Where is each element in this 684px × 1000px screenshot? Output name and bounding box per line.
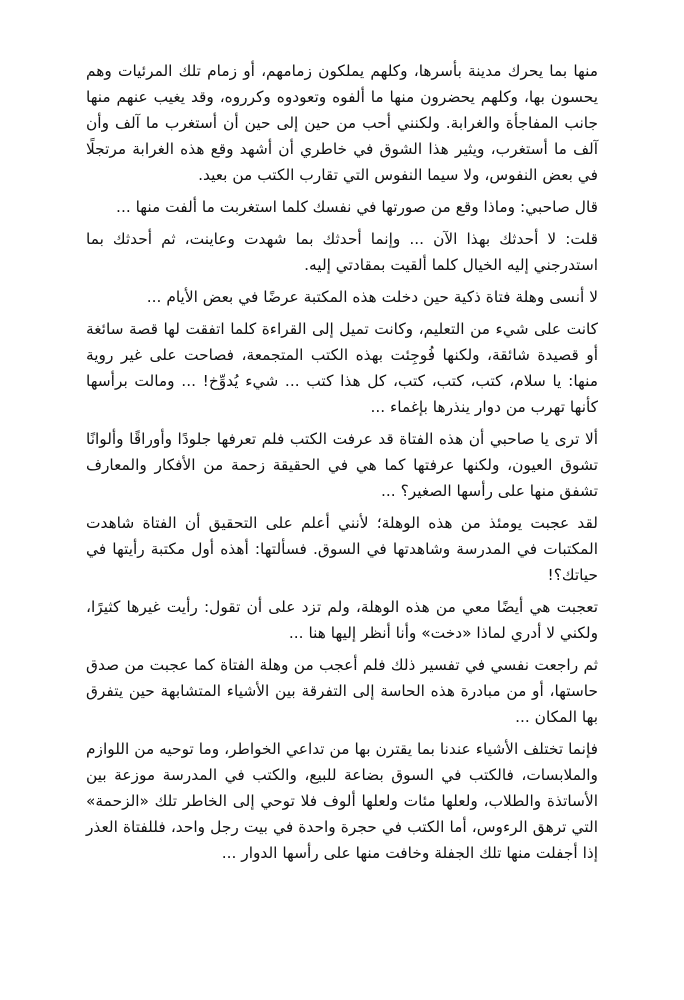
paragraph-6: ألا ترى يا صاحبي أن هذه الفتاة قد عرفت الكتب فلم تعرفها جلودًا وأوراقًا وألوانًا تشوق العيون، ولكنها عرفتها كما هي في الحقيقة زحمة من الأفكار والمعارف تشفق منها على رأسها الصغير؟ ... [86,430,598,500]
paragraph-8: تعجبت هي أيضًا معي من هذه الوهلة، ولم تزد على أن تقول: رأيت غيرها كثيرًا، ولكني لا أدري لماذا «دخت» وأنا أنظر إليها هنا ... [86,598,598,642]
paragraph-1: منها بما يحرك مدينة بأسرها، وكلهم يملكون زمامهم، أو زمام تلك المرئيات وهم يحسون بها، وكلهم يحضرون منها ما ألفوه وتعودوه وكرروه، وقد يغيب عنهم منها جانب المفاجأة والغرابة. ولكنني أحب من حين إلى حين أن أستغرب ما آلف وأن آلف ما أستغرب، ويثير هذا الشوق في خاطري أن أشهد وقع هذه الغرابة مرتجلًا في بعض النفوس، ولا سيما النفوس التي تقارب الكتب من بعيد. [86,62,598,184]
paragraph-10: فإنما تختلف الأشياء عندنا بما يقترن بها من تداعي الخواطر، وما توحيه من اللوازم والملابسات، فالكتب في السوق بضاعة للبيع، والكتب في المدرسة موزعة بين الأساتذة والطلاب، ولعلها مئات ولعلها ألوف فلا توحي إلى الخاطر تلك «الزحمة» التي ترهق الرءوس، أما الكتب في حجرة واحدة في بيت رجل واحد، فللفتاة العذر إذا أجفلت منها تلك الجفلة وخافت منها على رأسها الدوار ... [86,740,598,862]
paragraph-9: ثم راجعت نفسي في تفسير ذلك فلم أعجب من وهلة الفتاة كما عجبت من صدق حاستها، أو من مبادرة هذه الحاسة إلى التفرقة بين الأشياء المتشابهة حين يتفرق بها المكان ... [86,656,598,726]
paragraph-5: كانت على شيء من التعليم، وكانت تميل إلى القراءة كلما اتفقت لها قصة سائغة أو قصيدة شائقة، ولكنها فُوجِئت بهذه الكتب المتجمعة، فصاحت على غير روية منها: يا سلام، كتب، كتب، كتب، كل هذا كتب ... شيء يُدوِّخ! ... ومالت برأسها كأنها تهرب من دوار ينذرها بإغماء ... [86,320,598,416]
paragraph-4: لا أنسى وهلة فتاة ذكية حين دخلت هذه المكتبة عرضًا في بعض الأيام ... [146,288,598,306]
paragraph-2: قال صاحبي: وماذا وقع من صورتها في نفسك كلما استغربت ما ألفت منها ... [116,198,598,216]
paragraph-3: قلت: لا أحدثك بهذا الآن ... وإنما أحدثك بما شهدت وعاينت، ثم أحدثك بما استدرجني إليه الخيال كلما ألقيت بمقادتي إليه. [86,230,598,274]
paragraph-7: لقد عجبت يومئذ من هذه الوهلة؛ لأنني أعلم على التحقيق أن الفتاة شاهدت المكتبات في المدرسة وشاهدتها في السوق. فسألتها: أهذه أول مكتبة رأيتها في حياتك؟! [86,514,598,584]
